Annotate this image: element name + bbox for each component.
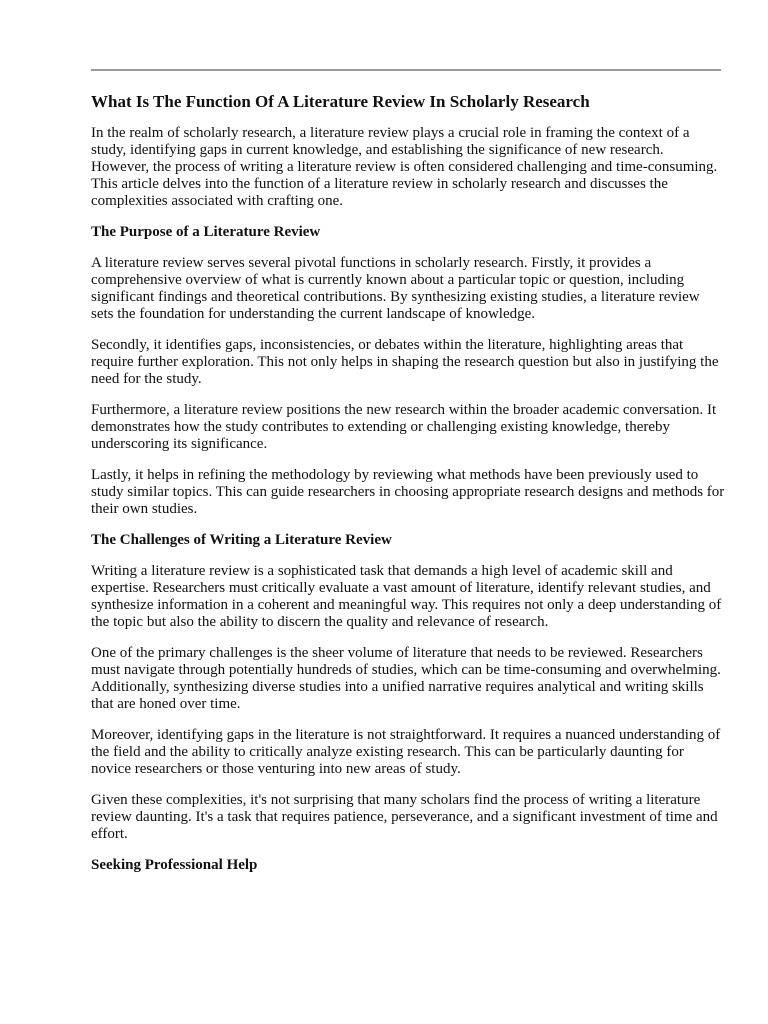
paragraph: Lastly, it helps in refining the methodology by reviewing what methods have been previously used to study similar topics. This can guide researchers in choosing appropriate research designs and methods for their own studies. (91, 467, 725, 517)
top-divider (91, 69, 721, 71)
section-heading-challenges: The Challenges of Writing a Literature Review (91, 532, 392, 548)
paragraph: Given these complexities, it's not surprising that many scholars find the process of writing a literature review daunting. It's a task that requires patience, perseverance, and a significant investment of time and effort. (91, 792, 718, 842)
document-title: What Is The Function Of A Literature Review In Scholarly Research (91, 92, 590, 111)
paragraph: A literature review serves several pivotal functions in scholarly research. Firstly, it provides a comprehensive overview of what is currently known about a particular topic or question, including significant findings and theoretical contributions. By synthesizing existing studies, a literature review sets the foundation for understanding the current landscape of knowledge. (91, 255, 700, 322)
intro-paragraph: In the realm of scholarly research, a literature review plays a crucial role in framing the context of a study, identifying gaps in current knowledge, and establishing the significance of new research. However, the process of writing a literature review is often considered challenging and time-consuming. This article delves into the function of a literature review in scholarly research and discusses the complexities associated with crafting one. (91, 125, 718, 209)
paragraph: One of the primary challenges is the sheer volume of literature that needs to be reviewed. Researchers must navigate through potentially hundreds of studies, which can be time-consuming and overwhelming. Additionally, synthesizing diverse studies into a unified narrative requires analytical and writing skills that are honed over time. (91, 645, 721, 712)
paragraph: Secondly, it identifies gaps, inconsistencies, or debates within the literature, highlighting areas that require further exploration. This not only helps in shaping the research question but also in justifying the need for the study. (91, 337, 719, 387)
paragraph: Writing a literature review is a sophisticated task that demands a high level of academic skill and expertise. Researchers must critically evaluate a vast amount of literature, identify relevant studies, and synthesize information in a coherent and meaningful way. This requires not only a deep understanding of the topic but also the ability to discern the quality and relevance of research. (91, 563, 722, 630)
section-heading-purpose: The Purpose of a Literature Review (91, 224, 321, 240)
paragraph: Furthermore, a literature review positions the new research within the broader academic conversation. It demonstrates how the study contributes to extending or challenging existing knowledge, thereby underscoring its significance. (91, 402, 717, 452)
document-body (91, 125, 725, 888)
section-heading-professional-help: Seeking Professional Help (91, 857, 258, 873)
paragraph: Moreover, identifying gaps in the literature is not straightforward. It requires a nuanced understanding of the field and the ability to critically analyze existing research. This can be particularly daunting for novice researchers or those venturing into new areas of study. (91, 727, 721, 777)
